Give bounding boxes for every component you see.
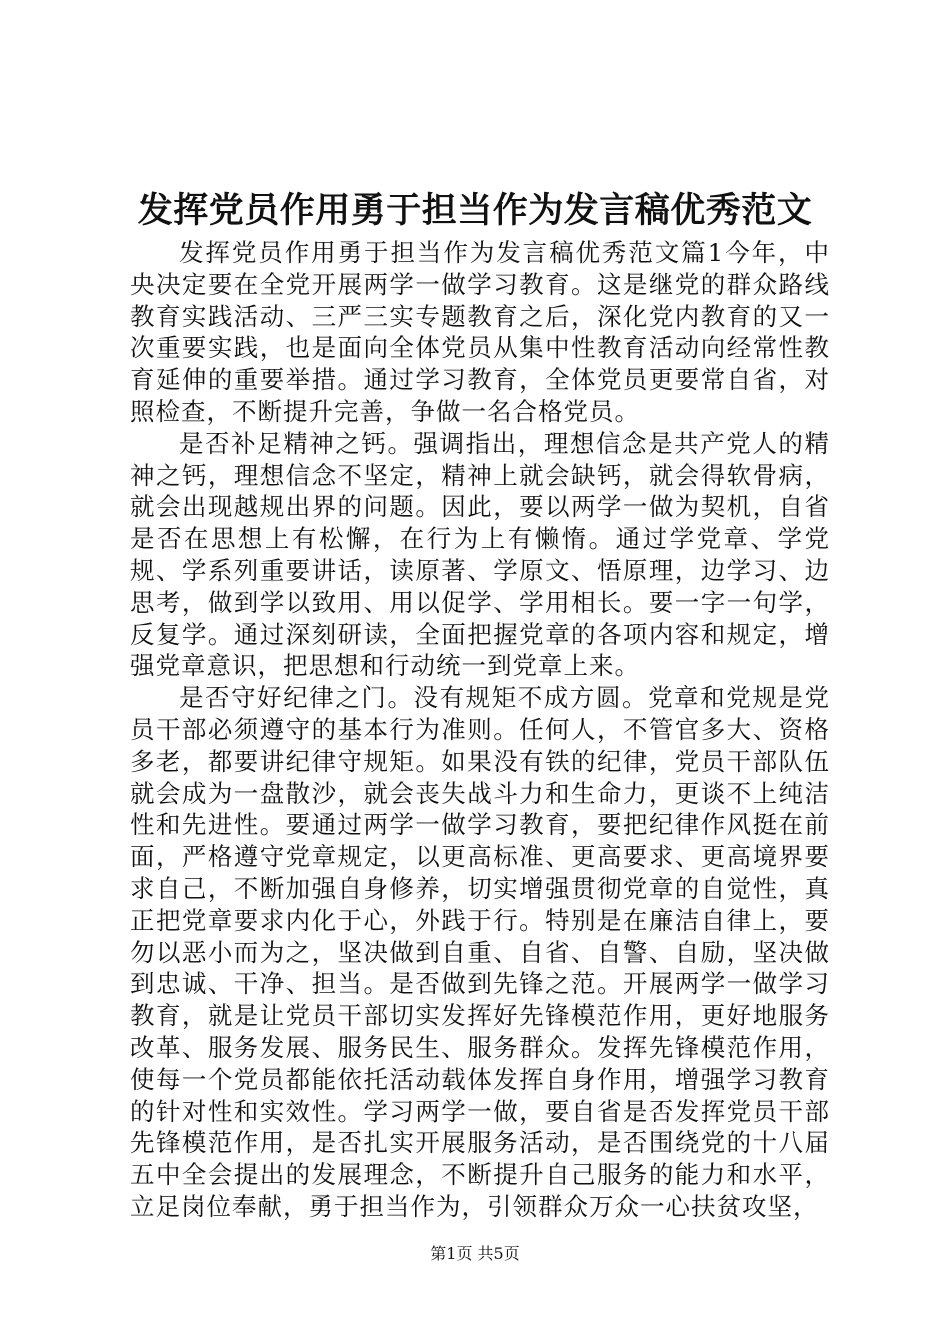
document-title: 发挥党员作用勇于担当作为发言稿优秀范文 [137,190,813,231]
page-number-footer: 第1页 共5页 [430,1244,520,1263]
paragraph-intro: 发挥党员作用勇于担当作为发言稿优秀范文篇1今年，中央决定要在全党开展两学一做学习教育。这是继党的群众路线教育实践活动、三严三实专题教育之后，深化党内教育的又一次重要实践，也是面向全体党员从集中性教育活动向经常性教育延伸的重要举措。通过学习教育，全体党员更要常自省，对照检查，不断提升完善，争做一名合格党员。 [130,238,830,426]
paragraph-spirit: 是否补足精神之钙。强调指出，理想信念是共产党人的精神之钙，理想信念不坚定，精神上就会缺钙，就会得软骨病，就会出现越规出界的问题。因此，要以两学一做为契机，自省是否在思想上有松懈，在行为上有懒惰。通过学党章、学党规、学系列重要讲话，读原著、学原文、悟原理，边学习、边思考，做到学以致用、用以促学、学用相长。要一字一句学，反复学。通过深刻研读，全面把握党章的各项内容和规定，增强党章意识，把思想和行动统一到党章上来。 [130,428,830,681]
document-body [130,237,830,1223]
paragraph-discipline: 是否守好纪律之门。没有规矩不成方圆。党章和党规是党员干部必须遵守的基本行为准则。任何人，不管官多大、资格多老，都要讲纪律守规矩。如果没有铁的纪律，党员干部队伍就会成为一盘散沙，就会丧失战斗力和生命力，更谈不上纯洁性和先进性。要通过两学一做学习教育，要把纪律作风挺在前面，严格遵守党章规定，以更高标准、更高要求、更高境界要求自己，不断加强自身修养，切实增强贯彻党章的自觉性，真正把党章要求内化于心，外践于行。特别是在廉洁自律上，要勿以恶小而为之，坚决做到自重、自省、自警、自励，坚决做到忠诚、干净、担当。是否做到先锋之范。开展两学一做学习教育，就是让党员干部切实发挥好先锋模范作用，更好地服务改革、服务发展、服务民生、服务群众。发挥先锋模范作用，使每一个党员都能依托活动载体发挥自身作用，增强学习教育的针对性和实效性。学习两学一做，要自省是否发挥党员干部先锋模范作用，是否扎实开展服务活动，是否围绕党的十八届五中全会提出的发展理念，不断提升自己服务的能力和水平，立足岗位奉献，勇于担当作为，引领群众万众一心扶贫攻坚， [130,683,830,1221]
